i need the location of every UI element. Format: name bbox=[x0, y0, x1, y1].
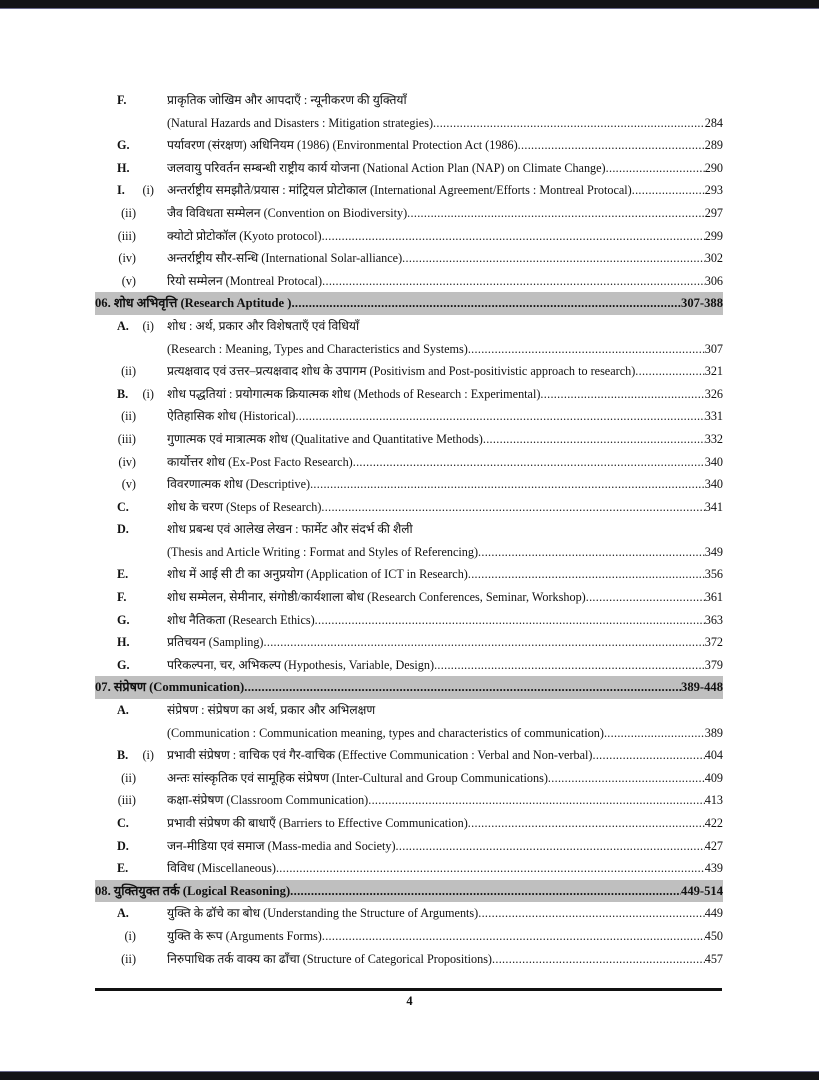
entry-sub-label: (ii) bbox=[121, 770, 136, 785]
entry-title: शोध में आई सी टी का अनुप्रयोग (Application of ICT in Research) bbox=[167, 567, 468, 582]
dot-leader bbox=[468, 563, 705, 586]
dot-leader bbox=[433, 112, 705, 135]
entry-sub-label: (i) bbox=[124, 928, 136, 943]
toc-entry[interactable] bbox=[95, 789, 723, 812]
entry-sub-label: (ii) bbox=[121, 205, 136, 220]
dot-leader bbox=[492, 948, 705, 971]
section-title: 07. संप्रेषण (Communication) bbox=[95, 680, 245, 695]
dot-leader bbox=[322, 925, 705, 948]
entry-title: जन-मीडिया एवं समाज (Mass-media and Society) bbox=[167, 838, 396, 853]
toc-entry[interactable] bbox=[95, 722, 723, 745]
entry-label: F. bbox=[117, 93, 127, 107]
entry-sub-label: (i) bbox=[142, 183, 154, 198]
page-ref: 340 bbox=[704, 454, 723, 469]
toc-entry[interactable] bbox=[95, 496, 723, 519]
page-ref: 361 bbox=[704, 590, 723, 605]
page-ref: 409 bbox=[704, 770, 723, 785]
page-ref: 422 bbox=[704, 816, 723, 830]
page-ref: 372 bbox=[704, 635, 723, 650]
entry-title: शोध पद्धतियां : प्रयोगात्मक क्रियात्मक शोध (Methods of Research : Experimental) bbox=[167, 386, 541, 401]
dot-leader bbox=[321, 496, 704, 519]
page-ref: 427 bbox=[704, 838, 723, 853]
dot-leader bbox=[606, 157, 705, 180]
page-ref: 307-388 bbox=[681, 296, 723, 311]
toc-entry[interactable] bbox=[95, 338, 723, 361]
entry-title: शोध नैतिकता (Research Ethics) bbox=[167, 612, 315, 627]
page-number: 4 bbox=[406, 994, 413, 1008]
dot-leader bbox=[632, 179, 705, 202]
toc-section-heading[interactable] bbox=[95, 676, 723, 699]
entry-label: A. bbox=[117, 703, 129, 718]
toc-entry[interactable] bbox=[95, 857, 723, 880]
entry-title: गुणात्मक एवं मात्रात्मक शोध (Qualitative and Quantitative Methods) bbox=[167, 431, 483, 446]
entry-label: A. bbox=[117, 906, 129, 921]
dot-leader bbox=[322, 225, 705, 248]
dot-leader bbox=[483, 428, 705, 451]
entry-label: C. bbox=[117, 499, 129, 514]
page-ref: 293 bbox=[704, 183, 723, 198]
section-title: 08. युक्तियुक्त तर्क (Logical Reasoning) bbox=[95, 883, 291, 898]
entry-label: E. bbox=[117, 567, 129, 582]
page-ref: 290 bbox=[704, 160, 723, 175]
entry-title: प्रभावी संप्रेषण : वाचिक एवं गैर-वाचिक (Effective Communication : Verbal and Non-verbal) bbox=[167, 748, 593, 763]
entry-title: कार्योत्तर शोध (Ex-Post Facto Research) bbox=[167, 454, 353, 469]
toc-entry[interactable] bbox=[95, 699, 723, 722]
entry-title: ऐतिहासिक शोध (Historical) bbox=[167, 409, 296, 424]
page-ref: 307 bbox=[704, 341, 723, 356]
dot-leader bbox=[468, 812, 705, 835]
toc-entry[interactable] bbox=[95, 473, 723, 496]
toc-entry[interactable] bbox=[95, 270, 723, 293]
entry-title: अन्तः सांस्कृतिक एवं सामूहिक संप्रेषण (Inter-Cultural and Group Communications) bbox=[167, 770, 548, 785]
dot-leader bbox=[291, 292, 681, 315]
entry-title: (Research : Meaning, Types and Characteristics and Systems) bbox=[167, 341, 468, 356]
dot-leader bbox=[353, 451, 705, 474]
entry-title: (Thesis and Article Writing : Format and Styles of Referencing) bbox=[167, 544, 479, 559]
entry-title: युक्ति के रूप (Arguments Forms) bbox=[167, 928, 322, 943]
page-ref: 299 bbox=[704, 228, 723, 243]
section-title: 06. शोध अभिवृत्ति (Research Aptitude ) bbox=[95, 296, 292, 311]
entry-title: विविध (Miscellaneous) bbox=[167, 861, 276, 876]
toc-entry[interactable] bbox=[95, 948, 723, 971]
entry-sub-label: (ii) bbox=[121, 364, 136, 379]
toc-entry[interactable] bbox=[95, 157, 723, 180]
page-ref: 297 bbox=[704, 205, 723, 220]
entry-sub-label: (iii) bbox=[117, 431, 136, 446]
dot-leader bbox=[434, 654, 705, 677]
table-of-contents bbox=[95, 89, 723, 970]
dot-leader bbox=[368, 789, 704, 812]
page-ref: 341 bbox=[704, 499, 723, 514]
page-ref: 449 bbox=[704, 906, 723, 921]
toc-entry[interactable] bbox=[95, 428, 723, 451]
dot-leader bbox=[244, 676, 681, 699]
entry-sub-label: (i) bbox=[142, 748, 154, 763]
entry-title: संप्रेषण : संप्रेषण का अर्थ, प्रकार और अभिलक्षण bbox=[167, 703, 376, 718]
entry-sub-label: (v) bbox=[121, 273, 136, 288]
toc-section-heading[interactable] bbox=[95, 880, 723, 903]
toc-entry[interactable] bbox=[95, 405, 723, 428]
entry-title: रियो सम्मेलन (Montreal Protocal) bbox=[167, 273, 323, 288]
toc-entry[interactable] bbox=[95, 744, 723, 767]
footer-rule bbox=[95, 988, 722, 991]
entry-label: E. bbox=[117, 861, 129, 876]
entry-title: निरुपाधिक तर्क वाक्य का ढॉंचा (Structure of Categorical Propositions) bbox=[167, 951, 492, 966]
toc-entry[interactable] bbox=[95, 609, 723, 632]
page-ref: 439 bbox=[704, 861, 723, 876]
entry-title: अन्तर्राष्ट्रीय समझौते/प्रयास : मांट्रियल प्रोटोकाल (International Agreement/Efforts : Montreal Protocal) bbox=[167, 183, 632, 198]
entry-sub-label: (iii) bbox=[117, 793, 136, 808]
entry-title: जैव विविधता सम्मेलन (Convention on Biodiversity) bbox=[167, 205, 408, 220]
page-ref: 356 bbox=[704, 567, 723, 582]
toc-entry[interactable] bbox=[95, 767, 723, 790]
page-ref: 321 bbox=[704, 364, 723, 379]
toc-entry[interactable] bbox=[95, 541, 723, 564]
toc-entry[interactable] bbox=[95, 202, 723, 225]
entry-label: G. bbox=[117, 138, 130, 153]
entry-title: शोध सम्मेलन, सेमीनार, संगोष्ठी/कार्यशाला बोध (Research Conferences, Seminar, Workshop) bbox=[167, 590, 586, 605]
dot-leader bbox=[604, 722, 705, 745]
dot-leader bbox=[402, 247, 705, 270]
entry-title: पर्यावरण (संरक्षण) अधिनियम (1986) (Environmental Protection Act (1986) bbox=[167, 138, 518, 153]
page-ref: 389 bbox=[704, 725, 723, 740]
page-ref: 331 bbox=[704, 409, 723, 424]
entry-title: शोध के चरण (Steps of Research) bbox=[167, 499, 322, 514]
dot-leader bbox=[518, 134, 705, 157]
page-ref: 363 bbox=[704, 612, 723, 627]
entry-title: कक्षा-संप्रेषण (Classroom Communication) bbox=[167, 793, 369, 808]
page-ref: 450 bbox=[704, 928, 723, 943]
entry-title: युक्ति के ढॉचे का बोध (Understanding the Structure of Arguments) bbox=[167, 906, 479, 921]
entry-sub-label: (iv) bbox=[118, 251, 136, 266]
toc-entry[interactable] bbox=[95, 383, 723, 406]
page-ref: 449-514 bbox=[681, 883, 723, 898]
entry-title: परिकल्पना, चर, अभिकल्प (Hypothesis, Variable, Design) bbox=[167, 657, 435, 672]
page-ref: 326 bbox=[704, 386, 723, 401]
page-ref: 379 bbox=[704, 657, 723, 672]
entry-label: D. bbox=[117, 522, 129, 537]
toc-entry[interactable] bbox=[95, 315, 723, 338]
toc-entry[interactable] bbox=[95, 902, 723, 925]
entry-label: G. bbox=[117, 657, 130, 672]
page-ref: 332 bbox=[704, 431, 723, 446]
dot-leader bbox=[295, 405, 704, 428]
toc-entry[interactable] bbox=[95, 225, 723, 248]
entry-label: C. bbox=[117, 816, 129, 830]
dot-leader bbox=[635, 360, 704, 383]
toc-entry[interactable] bbox=[95, 586, 723, 609]
page-ref: 404 bbox=[704, 748, 723, 763]
dot-leader bbox=[478, 902, 704, 925]
entry-sub-label: (iv) bbox=[118, 454, 136, 469]
toc-entry[interactable] bbox=[95, 179, 723, 202]
dot-leader bbox=[310, 473, 705, 496]
toc-entry[interactable] bbox=[95, 812, 723, 835]
dot-leader bbox=[592, 744, 704, 767]
entry-sub-label: (ii) bbox=[121, 951, 136, 966]
toc-entry[interactable] bbox=[95, 247, 723, 270]
toc-entry[interactable] bbox=[95, 112, 723, 135]
entry-label: B. bbox=[117, 748, 129, 763]
entry-sub-label: (iii) bbox=[117, 228, 136, 243]
toc-entry[interactable] bbox=[95, 654, 723, 677]
entry-title: जलवायु परिवर्तन सम्बन्धी राष्ट्रीय कार्य योजना (National Action Plan (NAP) on Climate Change) bbox=[167, 160, 606, 175]
dot-leader bbox=[322, 270, 705, 293]
entry-label: H. bbox=[117, 635, 130, 650]
dot-leader bbox=[315, 609, 705, 632]
toc-section-heading[interactable] bbox=[95, 292, 723, 315]
entry-sub-label: (v) bbox=[121, 477, 136, 492]
page-ref: 306 bbox=[704, 273, 723, 288]
toc-entry[interactable] bbox=[95, 835, 723, 858]
toc-entry[interactable] bbox=[95, 451, 723, 474]
entry-title: प्रत्यक्षवाद एवं उत्तर–प्रत्यक्षवाद शोध के उपागम (Positivism and Post-positivistic approach to research) bbox=[167, 364, 636, 379]
dot-leader bbox=[290, 880, 681, 903]
entry-label: I. bbox=[117, 183, 125, 198]
entry-title: प्राकृतिक जोखिम और आपदाएँ : न्यूनीकरण की युक्तियाँ bbox=[167, 93, 407, 107]
toc-entry[interactable] bbox=[95, 89, 723, 112]
entry-label: H. bbox=[117, 160, 130, 175]
entry-title: प्रतिचयन (Sampling) bbox=[167, 635, 264, 650]
entry-label: A. bbox=[117, 318, 129, 333]
entry-title: (Communication : Communication meaning, types and characteristics of communication) bbox=[167, 725, 604, 740]
entry-label: B. bbox=[117, 386, 129, 401]
page-ref: 284 bbox=[704, 115, 723, 130]
dot-leader bbox=[264, 631, 705, 654]
entry-label: D. bbox=[117, 838, 129, 853]
viewer-top-bar bbox=[0, 0, 819, 9]
page-ref: 349 bbox=[704, 544, 723, 559]
entry-sub-label: (i) bbox=[142, 386, 154, 401]
entry-title: प्रभावी संप्रेषण की बाधाएँ (Barriers to Effective Communication) bbox=[167, 816, 468, 830]
dot-leader bbox=[468, 338, 705, 361]
dot-leader bbox=[548, 767, 705, 790]
entry-title: विवरणात्मक शोध (Descriptive) bbox=[167, 477, 311, 492]
entry-title: शोध प्रबन्ध एवं आलेख लेखन : फार्मेट और संदर्भ की शैली bbox=[167, 522, 413, 537]
page-ref: 302 bbox=[704, 251, 723, 266]
dot-leader bbox=[276, 857, 705, 880]
toc-entry[interactable] bbox=[95, 134, 723, 157]
entry-sub-label: (ii) bbox=[121, 409, 136, 424]
page-ref: 340 bbox=[704, 477, 723, 492]
page-ref: 389-448 bbox=[681, 680, 723, 695]
toc-entry[interactable] bbox=[95, 631, 723, 654]
toc-entry[interactable] bbox=[95, 360, 723, 383]
entry-label: G. bbox=[117, 612, 130, 627]
entry-title: शोध : अर्थ, प्रकार और विशेषताएँ एवं विधियाँ bbox=[167, 318, 360, 333]
page-ref: 413 bbox=[704, 793, 723, 808]
toc-entry[interactable] bbox=[95, 925, 723, 948]
dot-leader bbox=[396, 835, 705, 858]
entry-title: क्योटो प्रोटोकॉल (Kyoto protocol) bbox=[167, 228, 322, 243]
entry-sub-label: (i) bbox=[142, 318, 154, 333]
page-ref: 289 bbox=[704, 138, 723, 153]
dot-leader bbox=[540, 383, 704, 406]
entry-label: F. bbox=[117, 590, 127, 605]
entry-title: (Natural Hazards and Disasters : Mitigation strategies) bbox=[167, 115, 434, 130]
entry-title: अन्तर्राष्ट्रीय सौर-सन्धि (International Solar-alliance) bbox=[167, 251, 403, 266]
toc-entry[interactable] bbox=[95, 518, 723, 541]
dot-leader bbox=[586, 586, 705, 609]
page-ref: 457 bbox=[704, 951, 723, 966]
toc-entry[interactable] bbox=[95, 563, 723, 586]
dot-leader bbox=[407, 202, 705, 225]
dot-leader bbox=[478, 541, 705, 564]
